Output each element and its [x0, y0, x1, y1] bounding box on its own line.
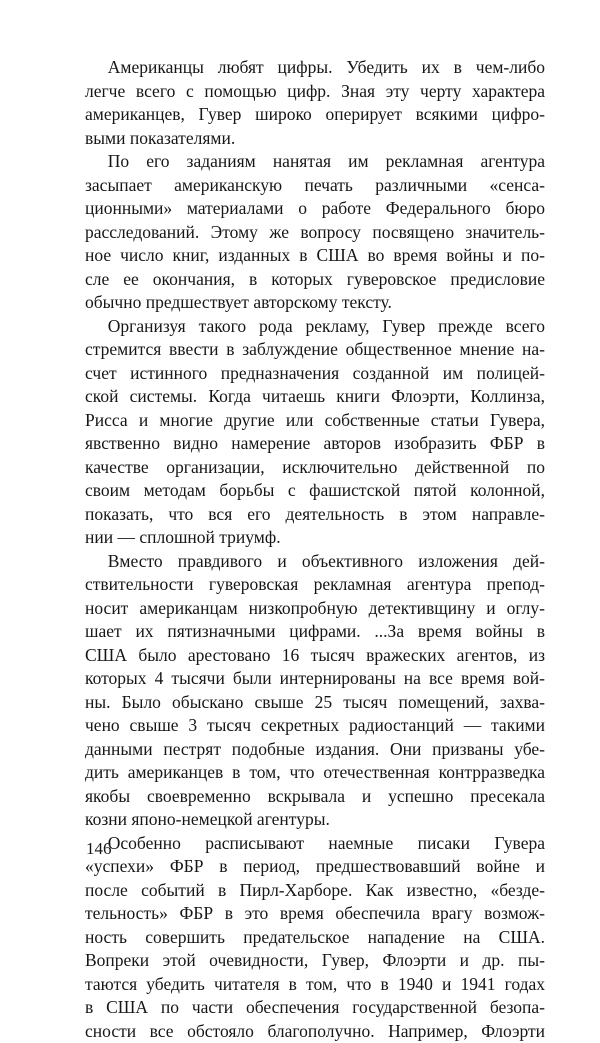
text-line: американцев, Гувер широко оперирует всякими цифро-: [85, 103, 545, 127]
text-line: сле ее окончания, в которых гуверовское предисловие: [85, 268, 545, 292]
page-number: 146: [86, 839, 112, 859]
text-line: «успехи» ФБР в период, предшествовавший войне и: [85, 855, 545, 879]
text-line: ное число книг, изданных в США во время войны и по-: [85, 244, 545, 268]
text-line: засыпает американскую печать различными «сенса-: [85, 174, 545, 198]
paragraph: [85, 56, 545, 150]
text-line: ность совершить предательское нападение на США.: [85, 926, 545, 950]
text-line: явственно видно намерение авторов изобразить ФБР в: [85, 432, 545, 456]
text-line: Рисса и многие другие или собственные статьи Гувера,: [85, 409, 545, 433]
paragraph: [85, 550, 545, 832]
text-line: после событий в Пирл-Харборе. Как известно, «безде-: [85, 879, 545, 903]
text-line: шает их пятизначными цифрами. ...За время войны в: [85, 620, 545, 644]
text-line: тельность» ФБР в это время обеспечила врагу возмож-: [85, 902, 545, 926]
text-line: таются убедить читателя в том, что в 1940 и 1941 годах: [85, 973, 545, 997]
text-line: ствительности гуверовская рекламная агентура препод-: [85, 573, 545, 597]
text-line: в США по части обеспечения государственной безопа-: [85, 996, 545, 1020]
text-line: козни японо-немецкой агентуры.: [85, 808, 545, 832]
paragraph: [85, 150, 545, 315]
text-line: легче всего с помощью цифр. Зная эту черту характера: [85, 80, 545, 104]
text-line: стремится ввести в заблуждение общественное мнение на-: [85, 338, 545, 362]
text-line: обычно предшествует авторскому тексту.: [85, 291, 545, 315]
text-line: США было арестовано 16 тысяч вражеских агентов, из: [85, 644, 545, 668]
text-line: Вместо правдивого и объективного изложения дей-: [85, 550, 545, 574]
text-line: ны. Было обыскано свыше 25 тысяч помещений, захва-: [85, 691, 545, 715]
text-line: нии — сплошной триумф.: [85, 526, 545, 550]
text-line: ционными» материалами о работе Федерального бюро: [85, 197, 545, 221]
text-line: якобы своевременно вскрывала и успешно пресекала: [85, 785, 545, 809]
text-line: качестве организации, исключительно действенной по: [85, 456, 545, 480]
body-text: [85, 56, 545, 1043]
text-line: дить американцев в том, что отечественная контрразведка: [85, 761, 545, 785]
text-line: данными пестрят подобные издания. Они призваны убе-: [85, 738, 545, 762]
text-line: Организуя такого рода рекламу, Гувер прежде всего: [85, 315, 545, 339]
text-line: своим методам борьбы с фашистской пятой колонной,: [85, 479, 545, 503]
text-line: расследований. Этому же вопросу посвящено значитель-: [85, 221, 545, 245]
text-line: показать, что вся его деятельность в этом направле-: [85, 503, 545, 527]
text-line: ской системы. Когда читаешь книги Флоэрти, Коллинза,: [85, 385, 545, 409]
text-line: которых 4 тысячи были интернированы на все время вой-: [85, 667, 545, 691]
text-line: счет истинного предназначения созданной им полицей-: [85, 362, 545, 386]
text-line: носит американцам низкопробную детективщину и оглу-: [85, 597, 545, 621]
text-line: выми показателями.: [85, 127, 545, 151]
text-line: Вопреки этой очевидности, Гувер, Флоэрти и др. пы-: [85, 949, 545, 973]
text-line: Американцы любят цифры. Убедить их в чем-либо: [85, 56, 545, 80]
text-line: чено свыше 3 тысяч секретных радиостанций — такими: [85, 714, 545, 738]
text-line: По его заданиям нанятая им рекламная агентура: [85, 150, 545, 174]
paragraph: [85, 315, 545, 550]
text-line: сности все обстояло благополучно. Например, Флоэрти: [85, 1020, 545, 1043]
text-line: Особенно расписывают наемные писаки Гувера: [85, 832, 545, 856]
paragraph: [85, 832, 545, 1043]
